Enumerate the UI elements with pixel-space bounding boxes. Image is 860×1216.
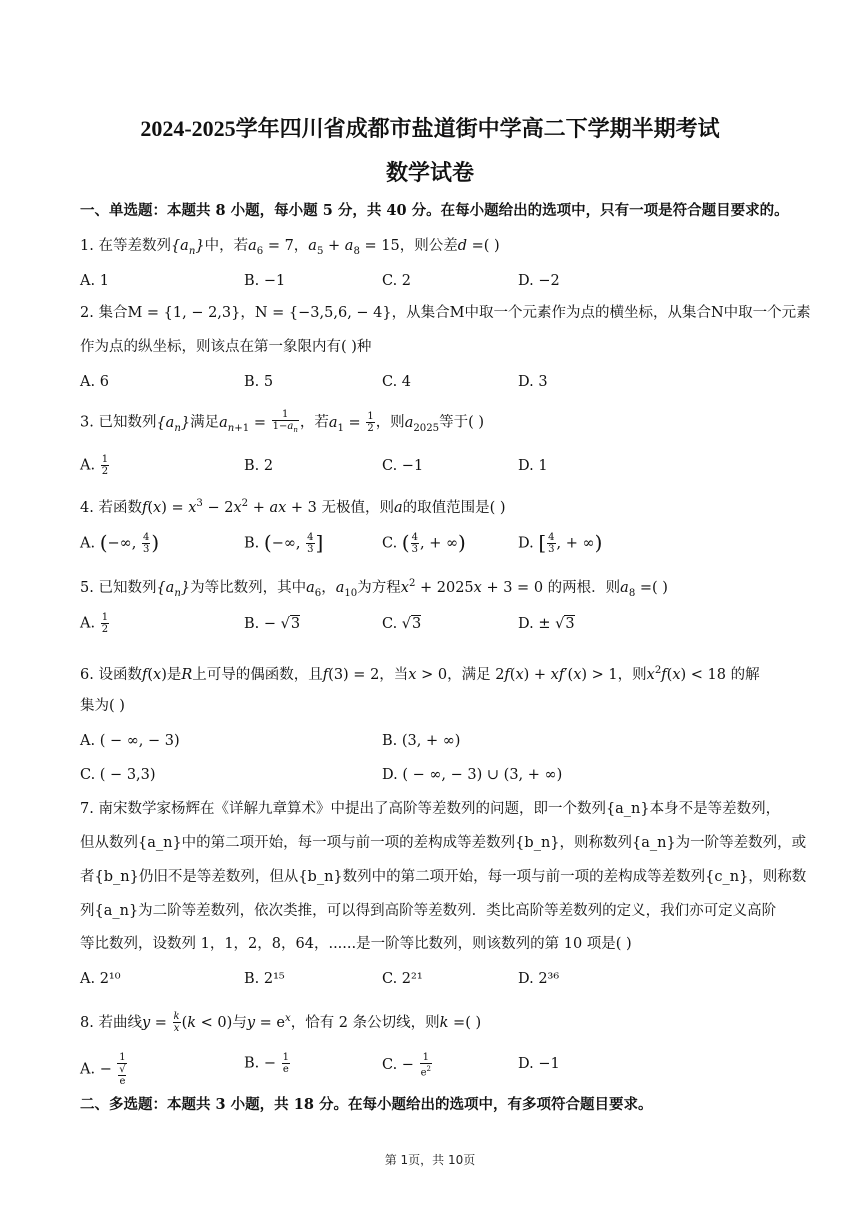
q3-option-d[interactable]: D. 1 (518, 458, 548, 474)
exam-title: 2024-2025学年四川省成都市盐道街中学高二下学期半期考试 (140, 116, 720, 141)
section-heading-multiple-choice: 二、多选题：本题共 3 小题，共 18 分。在每小题给出的选项中，有多项符合题目要求。 (80, 1096, 653, 1113)
question-8: 8. 若曲线y = $\frac{k}{x}$ (k < 0)与$y = e^x$，恰有 2 条公切线，则k =( ) (80, 1011, 482, 1035)
q8-option-a[interactable]: A. − 1 √ e (80, 1052, 126, 1087)
question-2-line-2: 作为点的纵坐标，则该点在第一象限内有( )种 (80, 339, 372, 355)
question-6-line-2: 集为( ) (80, 698, 125, 714)
q1-option-a[interactable]: A. 1 (80, 273, 109, 289)
exam-subtitle: 数学试卷 (385, 160, 474, 185)
question-1: 1. 在等差数列$\{a_n\}$中，若$a_6 = 7$，$a_5 + a_8 = 15$，则公差d =( ) (80, 238, 500, 257)
question-7-line-4: 列{a_n}为二阶等差数列，依次类推，可以得到高阶等差数列．类比高阶等差数列的定义，我们亦可定义高阶 (80, 903, 777, 919)
q6-option-a[interactable]: A. ( − ∞, − 3) (80, 733, 180, 749)
q2-option-c[interactable]: C. 4 (382, 374, 412, 390)
q8-option-d[interactable]: D. −1 (518, 1056, 560, 1072)
q2-option-b[interactable]: B. 5 (244, 374, 274, 390)
q1-option-b[interactable]: B. −1 (244, 273, 286, 289)
q5-option-a[interactable]: A. $\frac{1}{2}$ (80, 612, 109, 635)
q2-option-d[interactable]: D. 3 (518, 374, 548, 390)
q5-option-d[interactable]: D. ± √3 (518, 616, 575, 632)
q4-option-b[interactable]: B. (−∞, $\frac{4}{3}$ ] (244, 530, 324, 555)
q4-option-c[interactable]: C. ( $\frac{4}{3}$ , + ∞) (382, 530, 466, 555)
q6-option-d[interactable]: D. ( − ∞, − 3) ∪ (3, + ∞) (382, 767, 563, 783)
question-3: 3. 已知数列$\{a_n\}$满足$a_{n+1}$ = $\frac{1}{1-a_n}$ ，若$a_1$ = $\frac{1}{2}$ ，则$a_{2025}$等于( ) (80, 409, 485, 434)
q1-option-c[interactable]: C. 2 (382, 273, 412, 289)
question-2-line-1: 2. 集合M = {1, − 2,3}，N = {−3,5,6, − 4}，从集合M中取一个元素作为点的横坐标，从集合N中取一个元素 (80, 305, 811, 321)
q6-option-c[interactable]: C. ( − 3,3) (80, 767, 156, 783)
q4-option-d[interactable]: D. [ $\frac{4}{3}$ , + ∞) (518, 530, 603, 555)
question-7-line-1: 7. 南宋数学家杨辉在《详解九章算术》中提出了高阶等差数列的问题，即一个数列{a_n}本身不是等差数列， (80, 801, 781, 817)
q7-option-a[interactable]: A. 2¹⁰ (80, 971, 121, 987)
q5-option-c[interactable]: C. √3 (382, 616, 422, 632)
question-7-line-3: 者{b_n}仍旧不是等差数列，但从{b_n}数列中的第二项开始，每一项与前一项的差构成等差数列{c_n}，则称数 (80, 869, 807, 885)
question-7-line-2: 但从数列{a_n}中的第二项开始，每一项与前一项的差构成等差数列{b_n}，则称数列{a_n}为一阶等差数列，或 (80, 835, 807, 851)
q8-option-b[interactable]: B. − $\frac{1}{e}$ (244, 1052, 290, 1075)
q8-option-c[interactable]: C. − $\frac{1}{e^2}$ (382, 1052, 431, 1079)
q7-option-b[interactable]: B. 2¹⁵ (244, 971, 285, 987)
question-4: 4. 若函数$f(x) = x^3 - 2x^2$ + ax + 3 无极值，则a的取值范围是( ) (80, 498, 506, 516)
q3-option-a[interactable]: A. $\frac{1}{2}$ (80, 454, 109, 477)
q3-option-c[interactable]: C. −1 (382, 458, 424, 474)
section-heading-single-choice: 一、单选题：本题共 8 小题，每小题 5 分，共 40 分。在每小题给出的选项中，只有一项是符合题目要求的。 (80, 202, 789, 219)
q4-option-a[interactable]: A. (−∞, $\frac{4}{3}$ ) (80, 530, 160, 555)
q5-option-b[interactable]: B. − √3 (244, 616, 301, 632)
q6-option-b[interactable]: B. (3, + ∞) (382, 733, 461, 749)
q7-option-d[interactable]: D. 2³⁶ (518, 971, 560, 987)
question-7-line-5: 等比数列，设数列 1，1，2，8，64，......是一阶等比数列，则该数列的第 10 项是( ) (80, 936, 632, 952)
question-5: 5. 已知数列$\{a_n\}$为等比数列，其中$a_6$，$a_{10}$为方程$x^2 + 2025x + 3 = 0$ 的两根．则$a_8$ =( ) (80, 578, 668, 599)
page-footer: 第 1页，共 10页 (384, 1153, 476, 1167)
q2-option-a[interactable]: A. 6 (80, 374, 109, 390)
q1-option-d[interactable]: D. −2 (518, 273, 560, 289)
q3-option-b[interactable]: B. 2 (244, 458, 274, 474)
question-6-line-1: 6. 设函数f(x)是R上可导的偶函数，且f(3) = 2，当x > 0，满足 2f(x) + xf′(x) > 1，则$x^2f(x) < 18$ 的解 (80, 665, 760, 683)
q7-option-c[interactable]: C. 2²¹ (382, 971, 423, 987)
